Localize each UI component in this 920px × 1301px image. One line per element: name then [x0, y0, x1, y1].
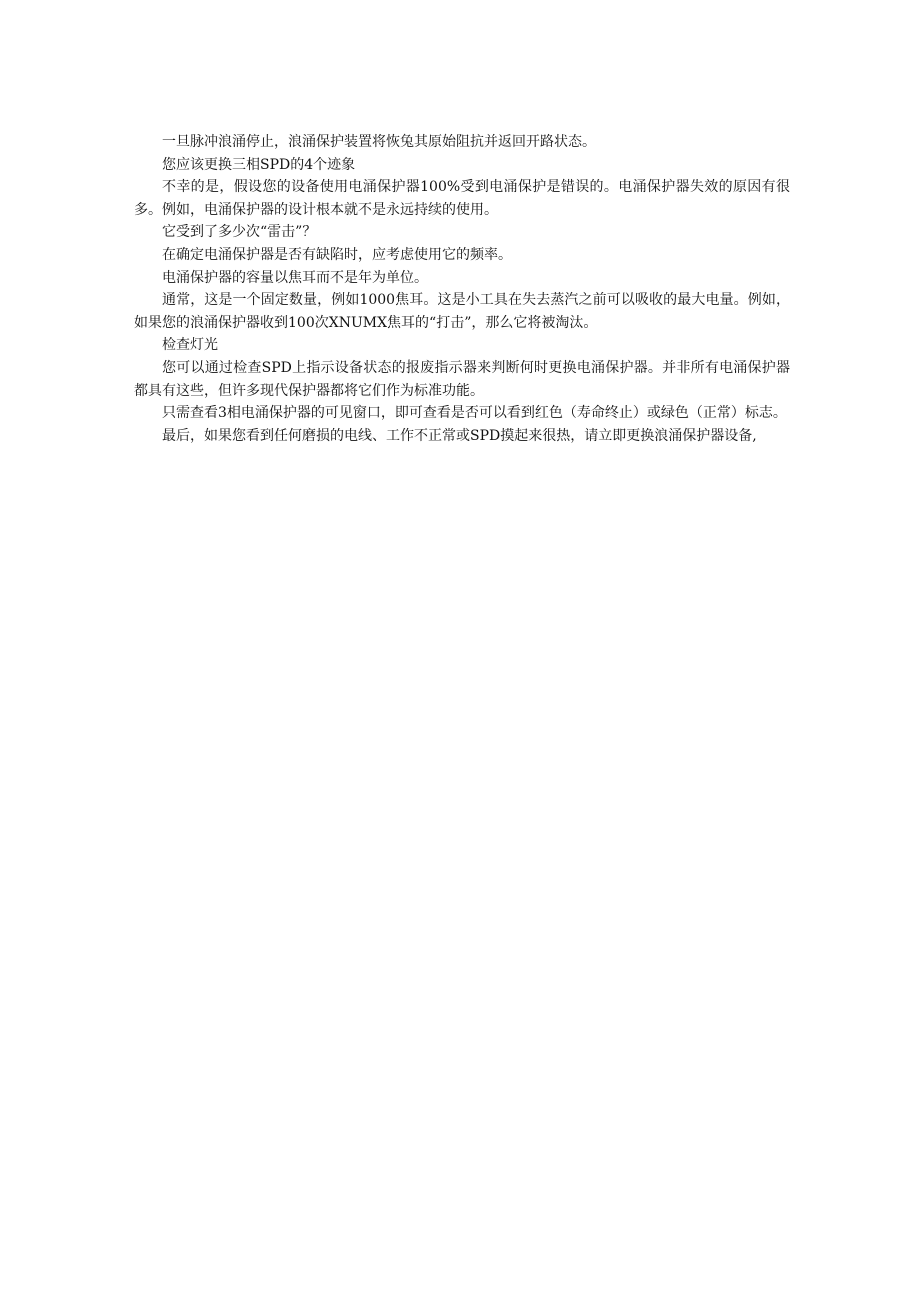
- paragraph-frequency: 在确定电涌保护器是否有缺陷时，应考虑使用它的频率。: [162, 246, 512, 263]
- paragraph-fixed-amount: 通常，这是一个固定数量，例如1000焦耳。这是小工具在失去蒸汽之前可以吸收的最大电量。例如，如果您的浪涌保护器收到100次XNUMX焦耳的“打击”，那么它将被淘汰。: [134, 292, 790, 331]
- paragraph-finally: 最后，如果您看到任何磨损的电线、工作不正常或SPD摸起来很热，请立即更换浪涌保护器设备,: [162, 427, 757, 444]
- paragraph-indicator: 您可以通过检查SPD上指示设备状态的报废指示器来判断何时更换电涌保护器。并非所有电涌保护器都具有这些，但许多现代保护器都将它们作为标准功能。: [134, 359, 790, 399]
- heading-four-signs: 您应该更换三相SPD的4个迹象: [162, 156, 356, 173]
- paragraph-unfortunately: 不幸的是，假设您的设备使用电涌保护器100%受到电涌保护是错误的。电涌保护器失效的原因有很多。例如，电涌保护器的设计根本就不是永远持续的使用。: [134, 179, 790, 218]
- heading-how-many-strikes: 它受到了多少次“雷击”？: [162, 224, 317, 241]
- paragraph-visible-window: 只需查看3相电涌保护器的可见窗口，即可查看是否可以看到红色（寿命终止）或绿色（正常）标志。: [162, 405, 787, 422]
- paragraph-joule-capacity: 电涌保护器的容量以焦耳而不是年为单位。: [162, 269, 428, 286]
- document-body: [134, 131, 790, 447]
- paragraph-surge-stop: 一旦脉冲浪涌停止，浪涌保护装置将恢兔其原始阻抗并返回开路状态。: [162, 134, 596, 150]
- heading-check-lights: 检查灯光: [162, 337, 218, 354]
